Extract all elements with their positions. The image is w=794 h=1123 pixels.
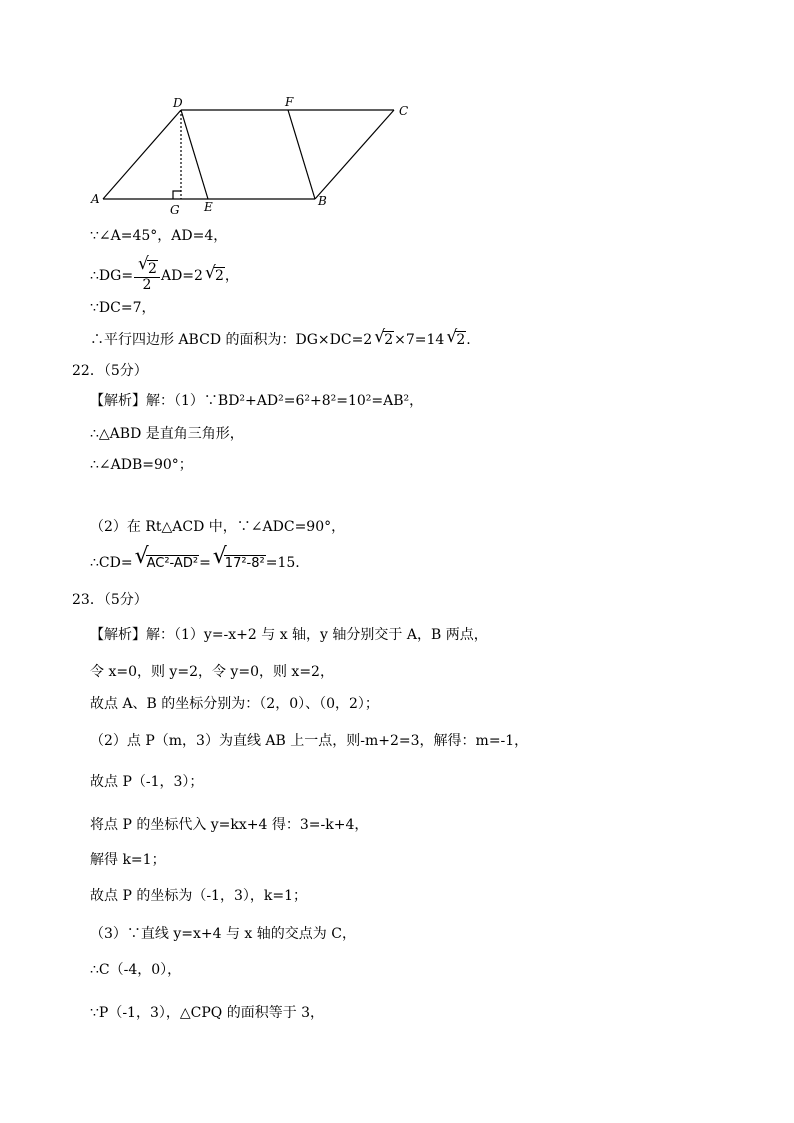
analysis-tag: 【解析】 [90, 393, 146, 409]
segment-ad [103, 110, 181, 199]
p23-line8: 故点 P 的坐标为（-1，3），k=1； [90, 888, 307, 904]
p23-line4: （2）点 P（m，3）为直线 AB 上一点，则-m+2=3，解得：m=-1， [90, 733, 529, 749]
p23-line9: （3）∵直线 y=x+4 与 x 轴的交点为 C， [90, 926, 356, 942]
p23-line5: 故点 P（-1，3）； [90, 774, 204, 790]
p22-header: 22．（5分） [72, 363, 148, 379]
p23-line11: ∵P（-1，3），△CPQ 的面积等于 3， [90, 1005, 325, 1021]
segment-cb [315, 110, 394, 199]
p23-line2: 令 x=0，则 y=2，令 y=0，则 x=2， [90, 664, 334, 680]
p23-header: 23．（5分） [72, 592, 148, 608]
sqrt-symbol: √ 2 [205, 266, 225, 286]
p21-line4: ∴平行四边形 ABCD 的面积为：DG×DC=2√ 2×7=14√ 2. [90, 330, 471, 350]
label-b: B [318, 194, 327, 208]
p22-line3: ∴∠ADB=90°； [90, 457, 193, 473]
p23-line6: 将点 P 的坐标代入 y=kx+4 得：3=-k+4， [90, 817, 369, 833]
p21-line2-mid: AD=2 [160, 268, 203, 284]
p22-line2: ∴△ABD 是直角三角形， [90, 426, 244, 442]
p23-line3: 故点 A、B 的坐标分别为：（2，0）、（0，2）； [90, 696, 379, 712]
p22-line1: 【解析】解：（1）∵BD²+AD²=6²+8²=10²=AB²， [90, 393, 424, 409]
label-c: C [399, 104, 409, 118]
sqrt-symbol: √ 2 [446, 330, 466, 350]
right-angle-mark [173, 191, 181, 199]
parallelogram-figure [0, 0, 794, 220]
segment-fb [288, 110, 315, 199]
analysis-tag: 【解析】 [90, 627, 146, 643]
label-e: E [204, 200, 213, 214]
fraction: √ $\frac{2}{2}$ [134, 260, 160, 292]
p23-line7: 解得 k=1； [90, 852, 166, 868]
sqrt-symbol: √ 2 [138, 260, 158, 277]
sqrt-symbol: √ 2 [374, 330, 394, 350]
p22-line5: ∴CD=√ AC²-AD²=√ 17²-8²=15. [90, 553, 300, 573]
p23-line10: ∴C（-4，0）， [90, 962, 182, 978]
label-f: F [285, 95, 294, 109]
sqrt-symbol: √ AC²-AD² [135, 553, 199, 573]
p23-line1: 【解析】解：（1）y=-x+2 与 x 轴，y 轴分别交于 A，B 两点， [90, 627, 488, 643]
p21-line2-prefix: ∴DG= [90, 268, 134, 284]
p22-line4: （2）在 Rt△ACD 中，∵∠ADC=90°， [90, 519, 346, 535]
label-g: G [170, 203, 180, 217]
segment-de [181, 110, 208, 199]
p21-line3: ∵DC=7， [90, 300, 156, 316]
label-d: D [173, 96, 183, 110]
label-a: A [91, 192, 100, 206]
p21-line2: ∴DG= √ $\frac{2}{2}$ AD=2√ 2， [90, 260, 239, 292]
sqrt-symbol: √ 17²-8² [213, 553, 266, 573]
p21-line1: ∵∠A=45°，AD=4， [90, 228, 228, 244]
